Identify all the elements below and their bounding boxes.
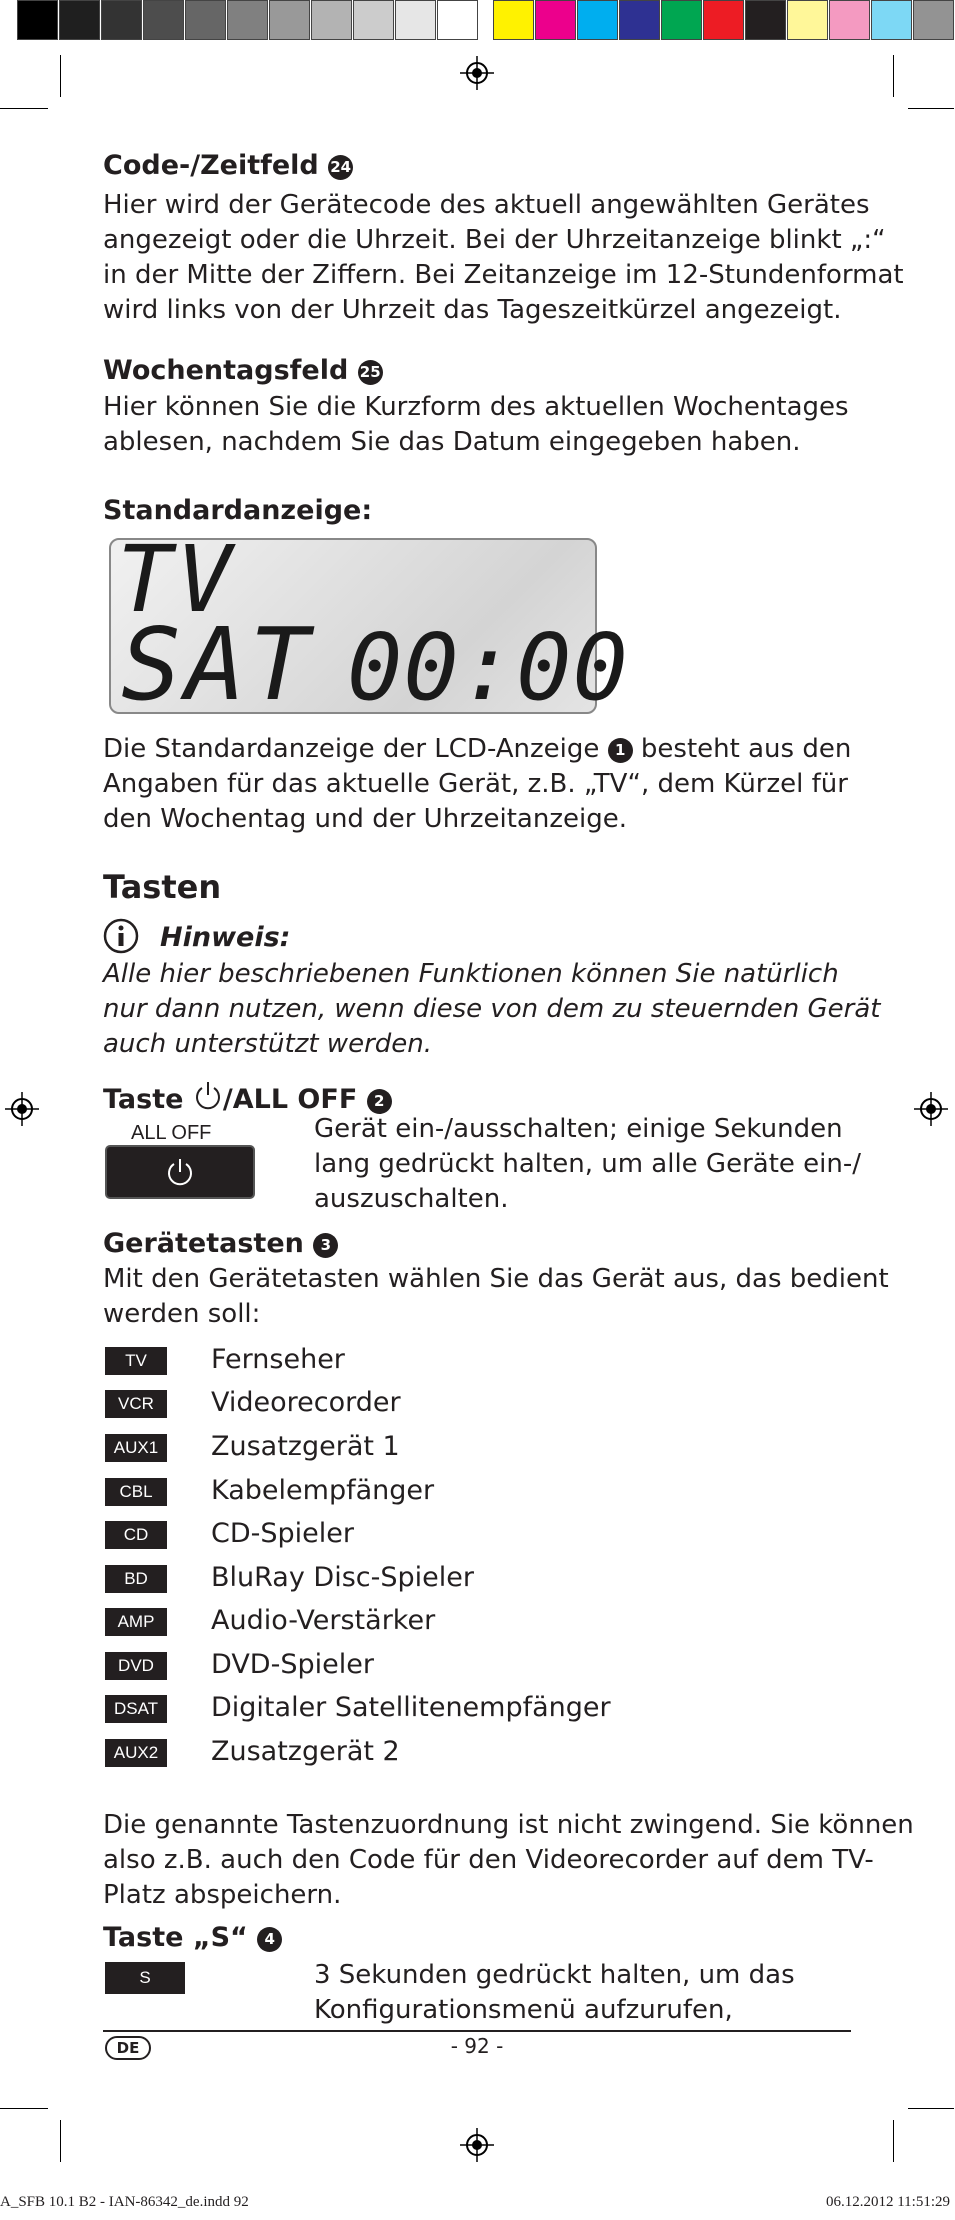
device-label: Kabelempfänger (211, 1475, 435, 1506)
hinweis-line: nur dann nutzen, wenn diese von dem zu steuernden Gerät (103, 994, 881, 1024)
info-icon (103, 918, 139, 954)
taste-s-heading: Taste „S“ 4 (103, 1922, 282, 1953)
footer-rule (103, 2030, 851, 2032)
lcd-device-text: TV (117, 526, 236, 633)
paragraph-line: Platz abspeichern. (103, 1880, 342, 1910)
s-key-illustration: S (105, 1962, 185, 1994)
language-badge: DE (105, 2036, 151, 2060)
tasten-heading: Tasten (103, 868, 222, 906)
paragraph-line: lang gedrückt halten, um alle Geräte ein-/ (314, 1149, 861, 1179)
reference-number-badge: 2 (367, 1089, 392, 1114)
device-key-illustration: AUX1 (105, 1434, 167, 1462)
all-off-button-illustration (107, 1147, 253, 1197)
device-key-illustration: CBL (105, 1478, 167, 1506)
reference-number-badge: 4 (257, 1927, 282, 1952)
paragraph-line: auszuschalten. (314, 1184, 509, 1214)
device-label: Fernseher (211, 1344, 345, 1375)
device-key-illustration: DSAT (105, 1695, 167, 1723)
paragraph-line: angezeigt oder die Uhrzeit. Bei der Uhrzeitanzeige blinkt „:“ (103, 225, 886, 255)
color-swatch (17, 0, 58, 40)
paragraph-line: Angaben für das aktuelle Gerät, z.B. „TV“, dem Kürzel für (103, 769, 848, 799)
color-bar-gap (479, 0, 493, 42)
color-swatch (871, 0, 912, 40)
paragraph-line: in der Mitte der Ziffern. Bei Zeitanzeige im 12-Stundenformat (103, 260, 904, 290)
device-label: Audio-Verstärker (211, 1605, 436, 1636)
reference-number-badge: 24 (328, 155, 353, 180)
device-label: BluRay Disc-Spieler (211, 1562, 474, 1593)
device-label: Videorecorder (211, 1387, 401, 1418)
all-off-button-caption: ALL OFF (131, 1122, 212, 1144)
lcd-day-text: SAT (121, 606, 314, 723)
paragraph-line: den Wochentag und der Uhrzeitanzeige. (103, 804, 627, 834)
power-icon (193, 1080, 223, 1112)
device-key-illustration: CD (105, 1521, 167, 1549)
crop-mark (893, 2120, 894, 2162)
color-swatch (353, 0, 394, 40)
color-swatch (185, 0, 226, 40)
paragraph-line: ablesen, nachdem Sie das Datum eingegeben haben. (103, 427, 801, 457)
paragraph-line: also z.B. auch den Code für den Videorecorder auf dem TV- (103, 1845, 874, 1875)
code-zeitfeld-heading: Code-/Zeitfeld 24 (103, 150, 353, 181)
color-swatch (703, 0, 744, 40)
geraetetasten-heading: Gerätetasten 3 (103, 1228, 338, 1259)
print-slug-timestamp: 06.12.2012 11:51:29 (825, 2194, 950, 2210)
registration-mark-icon (5, 1092, 39, 1126)
crop-mark (60, 55, 61, 97)
color-swatch (661, 0, 702, 40)
color-swatch (745, 0, 786, 40)
power-icon (164, 1156, 196, 1188)
device-label: DVD-Spieler (211, 1649, 374, 1680)
device-label: Digitaler Satellitenempfänger (211, 1692, 611, 1723)
registration-mark-icon (460, 2128, 494, 2162)
paragraph-line: Hier können Sie die Kurzform des aktuellen Wochentages (103, 392, 849, 422)
device-key-illustration: BD (105, 1565, 167, 1593)
color-swatch (269, 0, 310, 40)
paragraph-line: Gerät ein-/ausschalten; einige Sekunden (314, 1114, 843, 1144)
reference-number-badge: 3 (313, 1233, 338, 1258)
page-number: - 92 - (450, 2034, 504, 2058)
lcd-display-illustration (109, 526, 629, 723)
color-swatch (395, 0, 436, 40)
color-swatch (913, 0, 954, 40)
device-label: Zusatzgerät 1 (211, 1431, 400, 1462)
device-label: CD-Spieler (211, 1518, 354, 1549)
device-key-illustration: AMP (105, 1608, 167, 1636)
paragraph-line: 3 Sekunden gedrückt halten, um das (314, 1960, 795, 1990)
color-swatch (311, 0, 352, 40)
reference-number-badge: 1 (608, 738, 633, 763)
color-swatch (829, 0, 870, 40)
print-slug-filename: A_SFB 10.1 B2 - IAN-86342_de.indd 92 (0, 2194, 249, 2210)
device-key-illustration: DVD (105, 1652, 167, 1680)
color-swatch (577, 0, 618, 40)
device-label: Zusatzgerät 2 (211, 1736, 400, 1767)
paragraph-line: wird links von der Uhrzeit das Tageszeitkürzel angezeigt. (103, 295, 842, 325)
paragraph-line: Die genannte Tastenzuordnung ist nicht zwingend. Sie können (103, 1810, 914, 1840)
color-swatch (143, 0, 184, 40)
hinweis-line: auch unterstützt werden. (103, 1029, 432, 1059)
registration-mark-icon (460, 56, 494, 90)
paragraph-line: Die Standardanzeige der LCD-Anzeige 1 besteht aus den (103, 734, 852, 764)
color-swatch (535, 0, 576, 40)
reference-number-badge: 25 (358, 360, 383, 385)
crop-mark (0, 2108, 48, 2109)
crop-mark (0, 108, 48, 109)
standardanzeige-heading: Standardanzeige: (103, 495, 373, 526)
color-swatch (59, 0, 100, 40)
print-color-bar (17, 0, 955, 42)
color-swatch (787, 0, 828, 40)
device-key-illustration: TV (105, 1347, 167, 1375)
all-off-heading: Taste /ALL OFF 2 (103, 1080, 392, 1115)
wochentagsfeld-heading: Wochentagsfeld 25 (103, 355, 383, 386)
color-swatch (437, 0, 478, 40)
hinweis-label: Hinweis: (160, 922, 291, 953)
crop-mark (893, 55, 894, 97)
paragraph-line: Hier wird der Gerätecode des aktuell angewählten Gerätes (103, 190, 870, 220)
crop-mark (908, 2108, 954, 2109)
color-swatch (101, 0, 142, 40)
crop-mark (60, 2120, 61, 2162)
hinweis-line: Alle hier beschriebenen Funktionen können Sie natürlich (103, 959, 839, 989)
paragraph-line: Konfigurationsmenü aufzurufen, (314, 1995, 733, 2025)
color-swatch (493, 0, 534, 40)
paragraph-line: werden soll: (103, 1299, 261, 1329)
lcd-time-text: 00:00 (347, 614, 629, 721)
color-swatch (619, 0, 660, 40)
device-key-illustration: AUX2 (105, 1739, 167, 1767)
color-swatch (227, 0, 268, 40)
crop-mark (908, 108, 954, 109)
registration-mark-icon (914, 1092, 948, 1126)
paragraph-line: Mit den Gerätetasten wählen Sie das Gerät aus, das bedient (103, 1264, 889, 1294)
device-key-illustration: VCR (105, 1390, 167, 1418)
